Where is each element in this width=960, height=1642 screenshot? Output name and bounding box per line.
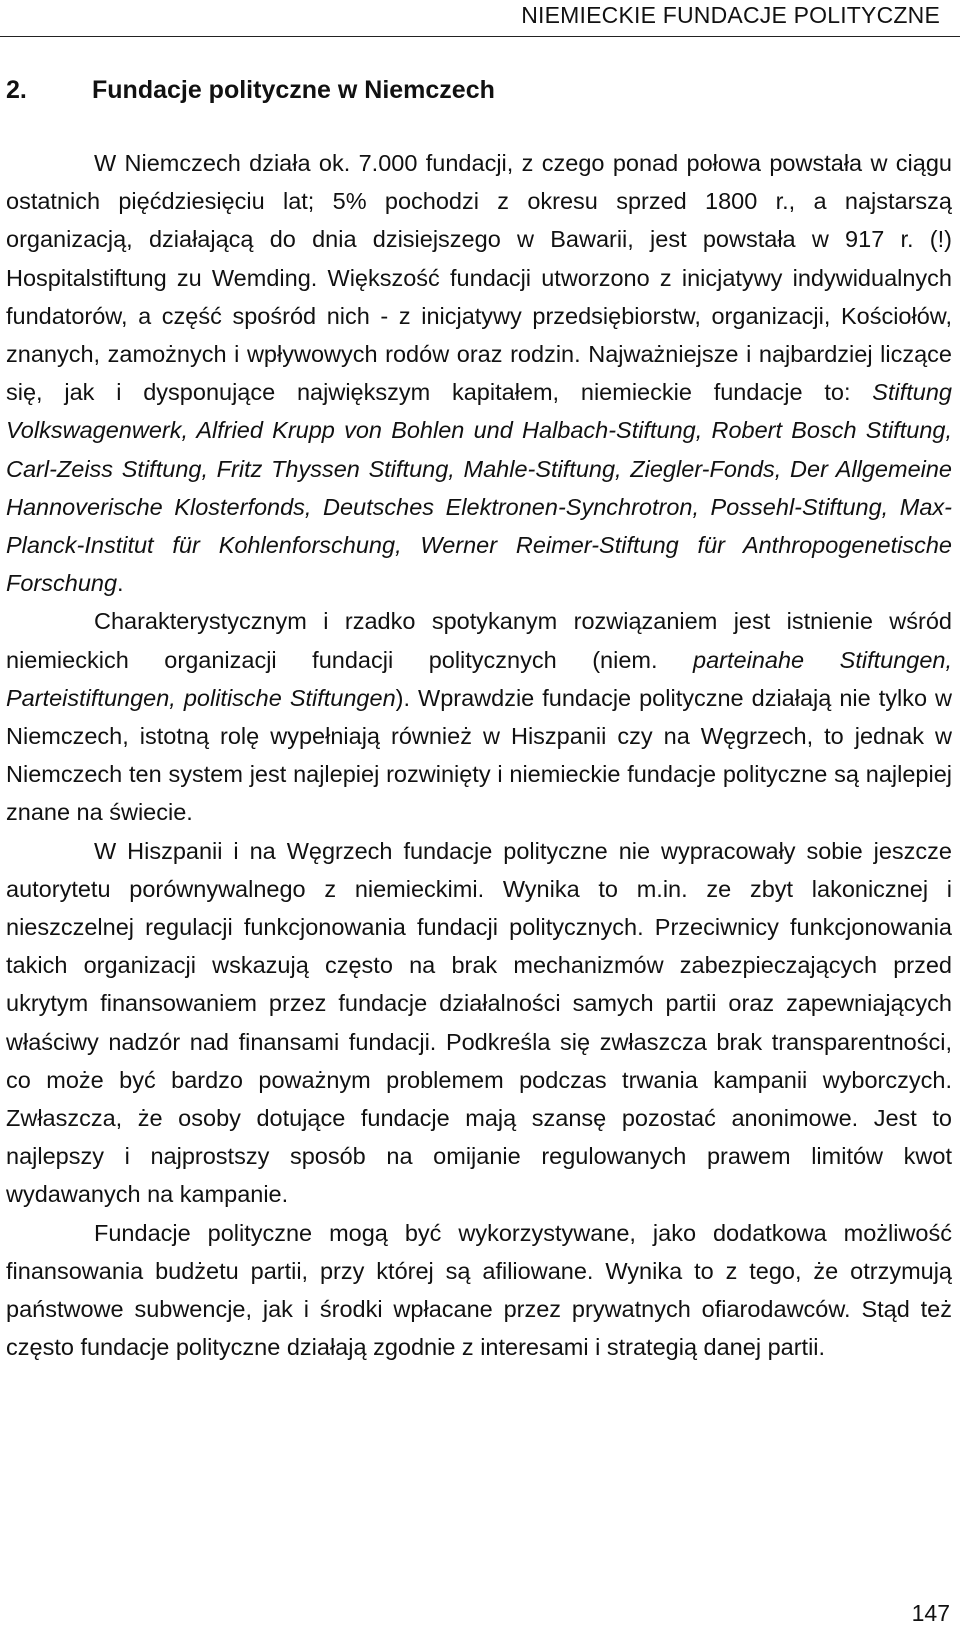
paragraph-text: .: [117, 570, 124, 597]
paragraph-text: Charakterystycznym i rzadko spotykanym rozwiązaniem jest istnienie wśród niemieckich organizacji fundacji politycznych (niem.: [6, 608, 952, 673]
paragraph-text: W Niemczech działa ok. 7.000 fundacji, z czego ponad połowa powstała w ciągu ostatnich pięćdziesięciu lat; 5% pochodzi z okresu sprzed 1800 r., a najstarszą organizacją, działającą do dnia dzisiejszego w Bawarii, jest powstała w 917 r. (!) Hospitalstiftung zu Wemding. Większość fundacji utworzono z inicjatywy indywidualnych fundatorów, a część spośród nich - z inicjatywy przedsiębiorstw, organizacji, Kościołów, znanych, zamożnych i wpływowych rodów oraz rodzin. Najważniejsze i najbardziej liczące się, jak i dysponujące największym kapitałem, niemieckie fundacje to:: [6, 150, 952, 406]
paragraph-text: ). Wprawdzie fundacje polityczne działają nie tylko w Niemczech, istotną rolę wypełniają również w Hiszpanii czy na Węgrzech, to jednak w Niemczech ten system jest najlepiej rozwinięty i niemieckie fundacje polityczne są najlepiej znane na świecie.: [6, 684, 952, 826]
paragraph-text-italic: parteinahe Stiftungen, Parteistiftungen, politische Stiftungen: [6, 646, 952, 711]
paragraph: [6, 832, 952, 1214]
header-rule: [0, 36, 960, 37]
section-number: 2.: [6, 76, 27, 104]
section-heading: [6, 76, 495, 105]
paragraph-text: Fundacje polityczne mogą być wykorzystywane, jako dodatkowa możliwość finansowania budżetu partii, przy której są afiliowane. Wynika to z tego, że otrzymują państwowe subwencje, jak i środki wpłacane przez prywatnych ofiarodawców. Stąd też często fundacje polityczne działają zgodnie z interesami i strategią danej partii.: [6, 1219, 952, 1361]
page-number: 147: [911, 1600, 950, 1626]
paragraph: [6, 602, 952, 831]
paragraph-text: W Hiszpanii i na Węgrzech fundacje polityczne nie wypracowały sobie jeszcze autorytetu porównywalnego z niemieckimi. Wynika to m.in. ze zbyt lakonicznej i nieszczelnej regulacji funkcjonowania fundacji politycznych. Przeciwnicy funkcjonowania takich organizacji wskazują często na brak mechanizmów zabezpieczających przed ukrytym finansowaniem przez fundacje działalności samych partii oraz zapewniających właściwy nadzór nad finansami fundacji. Podkreśla się zwłaszcza brak transparentności, co może być bardzo poważnym problemem podczas trwania kampanii wyborczych. Zwłaszcza, że osoby dotujące fundacje mają szansę pozostać anonimowe. Jest to najlepszy i najprostszy sposób na omijanie regulowanych prawem limitów kwot wydawanych na kampanie.: [6, 837, 952, 1208]
running-header: NIEMIECKIE FUNDACJE POLITYCZNE: [521, 2, 940, 28]
paragraph: [6, 144, 952, 602]
paragraph: [6, 1214, 952, 1367]
paragraph-text-italic: Stiftung Volkswagenwerk, Alfried Krupp von Bohlen und Halbach-Stiftung, Robert Bosch Stiftung, Carl-Zeiss Stiftung, Fritz Thyssen Stiftung, Mahle-Stiftung, Ziegler-Fonds, Der Allgemeine Hannoverische Klosterfonds, Deutsches Elektronen-Synchrotron, Possehl-Stiftung, Max-Planck-Institut für Kohlenforschung, Werner Reimer-Stiftung für Anthropogenetische Forschung: [6, 379, 952, 597]
body-text: [6, 144, 952, 1367]
section-title: Fundacje polityczne w Niemczech: [92, 76, 495, 104]
